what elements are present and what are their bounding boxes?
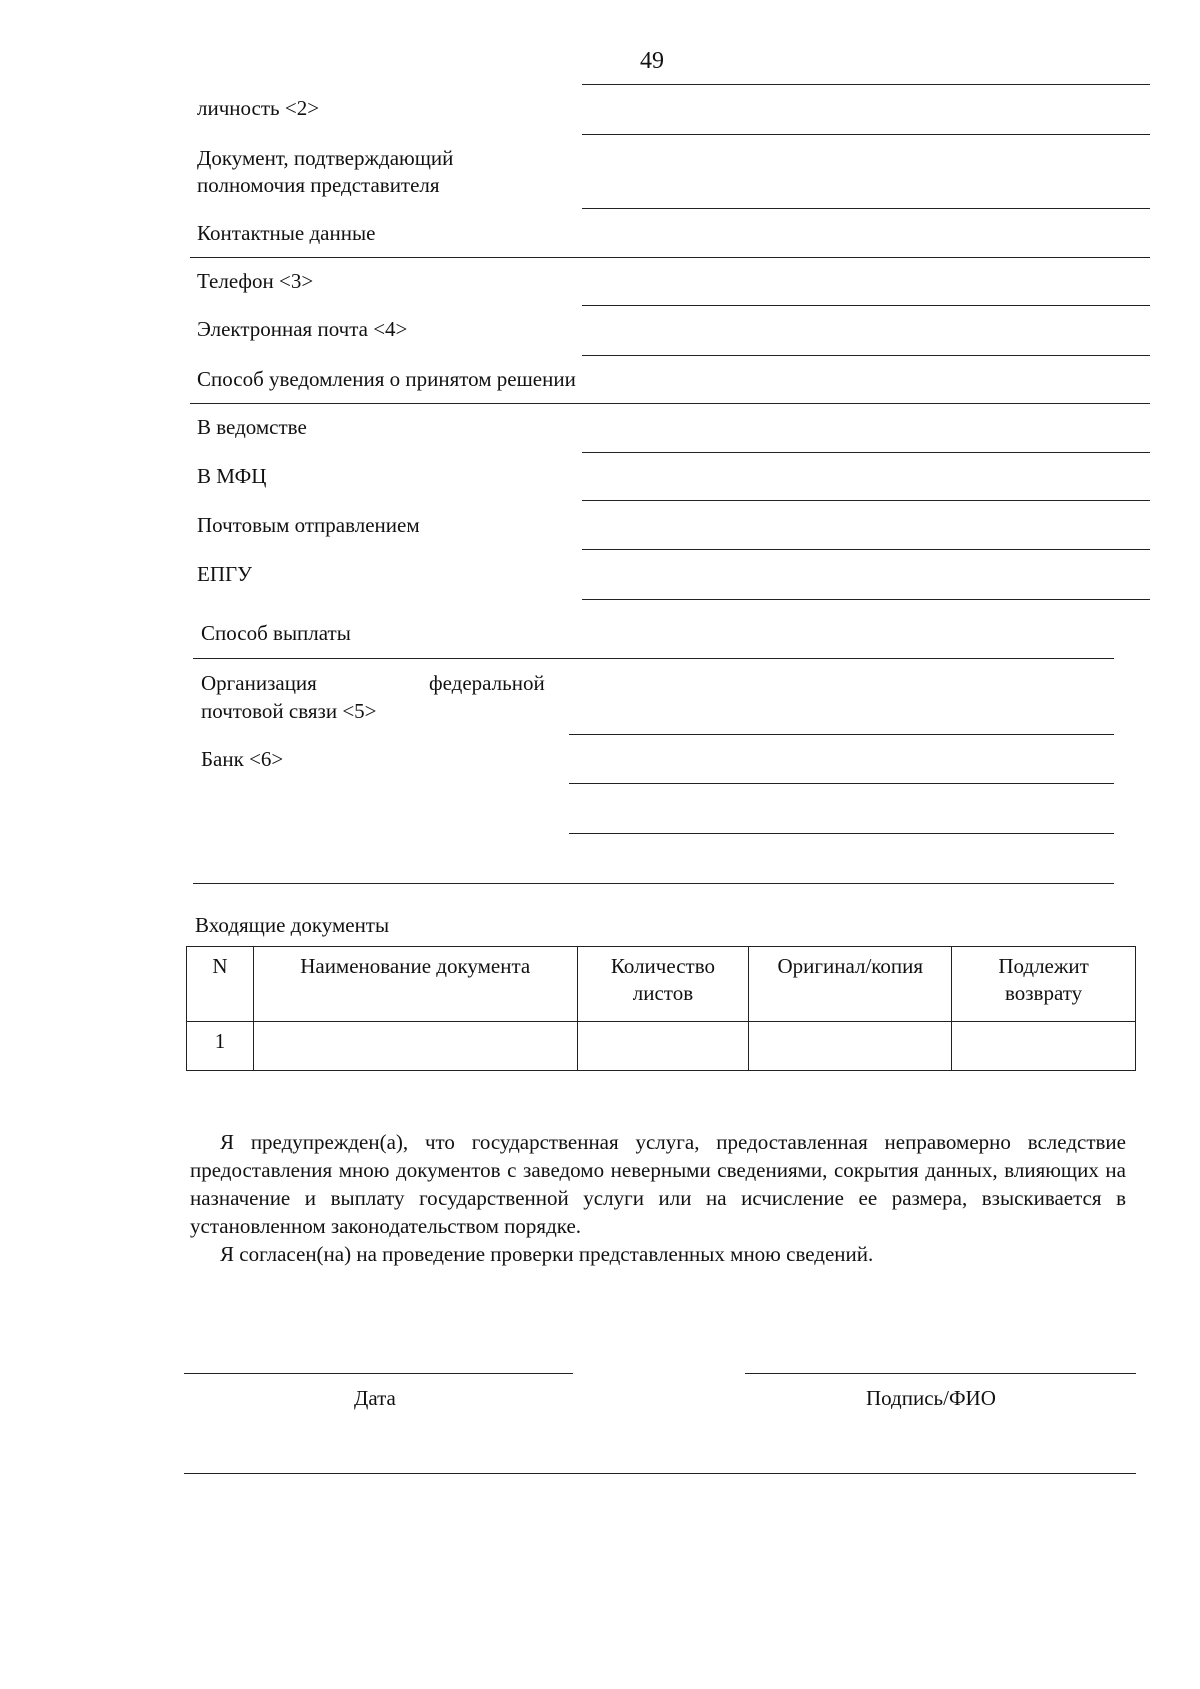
incoming-docs-table: [186, 946, 1136, 1071]
date-label: Дата: [354, 1386, 396, 1410]
notify-dept-label: В ведомстве: [197, 415, 307, 439]
phone-label: Телефон <3>: [197, 269, 314, 293]
field-line: [582, 599, 1150, 600]
field-line: [582, 355, 1150, 356]
table-cell: [749, 1022, 952, 1071]
signature-label: Подпись/ФИО: [866, 1386, 996, 1410]
field-line: [582, 84, 1150, 85]
page-number: 49: [640, 48, 664, 74]
field-line: [582, 452, 1150, 453]
table-cell: [577, 1022, 749, 1071]
col-header-return: Подлежит возврату: [952, 947, 1136, 1022]
signature-line: [745, 1373, 1136, 1374]
date-line: [184, 1373, 573, 1374]
payment-post-word-2: федеральной: [429, 671, 545, 695]
identity-label: личность <2>: [197, 96, 320, 120]
bottom-line: [184, 1473, 1136, 1474]
field-line: [582, 549, 1150, 550]
declaration-paragraph-2: Я согласен(на) на проведение проверки представленных мною сведений.: [220, 1242, 874, 1266]
col-header-name: Наименование документа: [253, 947, 577, 1022]
email-label: Электронная почта <4>: [197, 317, 408, 341]
section-divider: [190, 257, 1150, 258]
contact-heading: Контактные данные: [197, 221, 376, 245]
notify-heading: Способ уведомления о принятом решении: [197, 367, 576, 391]
payment-post-line-2: почтовой связи <5>: [201, 699, 377, 723]
table-cell: 1: [187, 1022, 254, 1071]
section-divider: [190, 403, 1150, 404]
representative-doc-label-1: Документ, подтверждающий: [197, 146, 454, 170]
section-divider: [193, 658, 1114, 659]
declaration: [190, 1128, 1126, 1268]
declaration-paragraph-1: Я предупрежден(а), что государственная услуга, предоставленная неправомерно вследствие предоставления мною документов с заведомо неверными сведениями, сокрытия данных, влияющих на назначение и выплату государственной услуги или на исчисление ее размера, взыскивается в установленном законодательством порядке.: [190, 1130, 1126, 1238]
field-line: [569, 783, 1114, 784]
notify-post-label: Почтовым отправлением: [197, 513, 420, 537]
field-line: [582, 305, 1150, 306]
col-header-original-copy: Оригинал/копия: [749, 947, 952, 1022]
field-line: [569, 833, 1114, 834]
field-line: [582, 208, 1150, 209]
table-cell: [253, 1022, 577, 1071]
field-line: [582, 134, 1150, 135]
payment-heading: Способ выплаты: [201, 621, 351, 645]
representative-doc-label-2: полномочия представителя: [197, 173, 440, 197]
payment-post-word-1: Организация: [201, 671, 317, 695]
incoming-docs-heading: Входящие документы: [195, 913, 390, 937]
col-header-sheets: Количество листов: [577, 947, 749, 1022]
notify-epgu-label: ЕПГУ: [197, 562, 253, 586]
table-cell: [952, 1022, 1136, 1071]
notify-mfc-label: В МФЦ: [197, 464, 267, 488]
field-line: [569, 734, 1114, 735]
section-divider: [193, 883, 1114, 884]
col-header-number: N: [187, 947, 254, 1022]
table-row: [187, 1022, 1136, 1071]
field-line: [582, 500, 1150, 501]
payment-bank-label: Банк <6>: [201, 747, 284, 771]
